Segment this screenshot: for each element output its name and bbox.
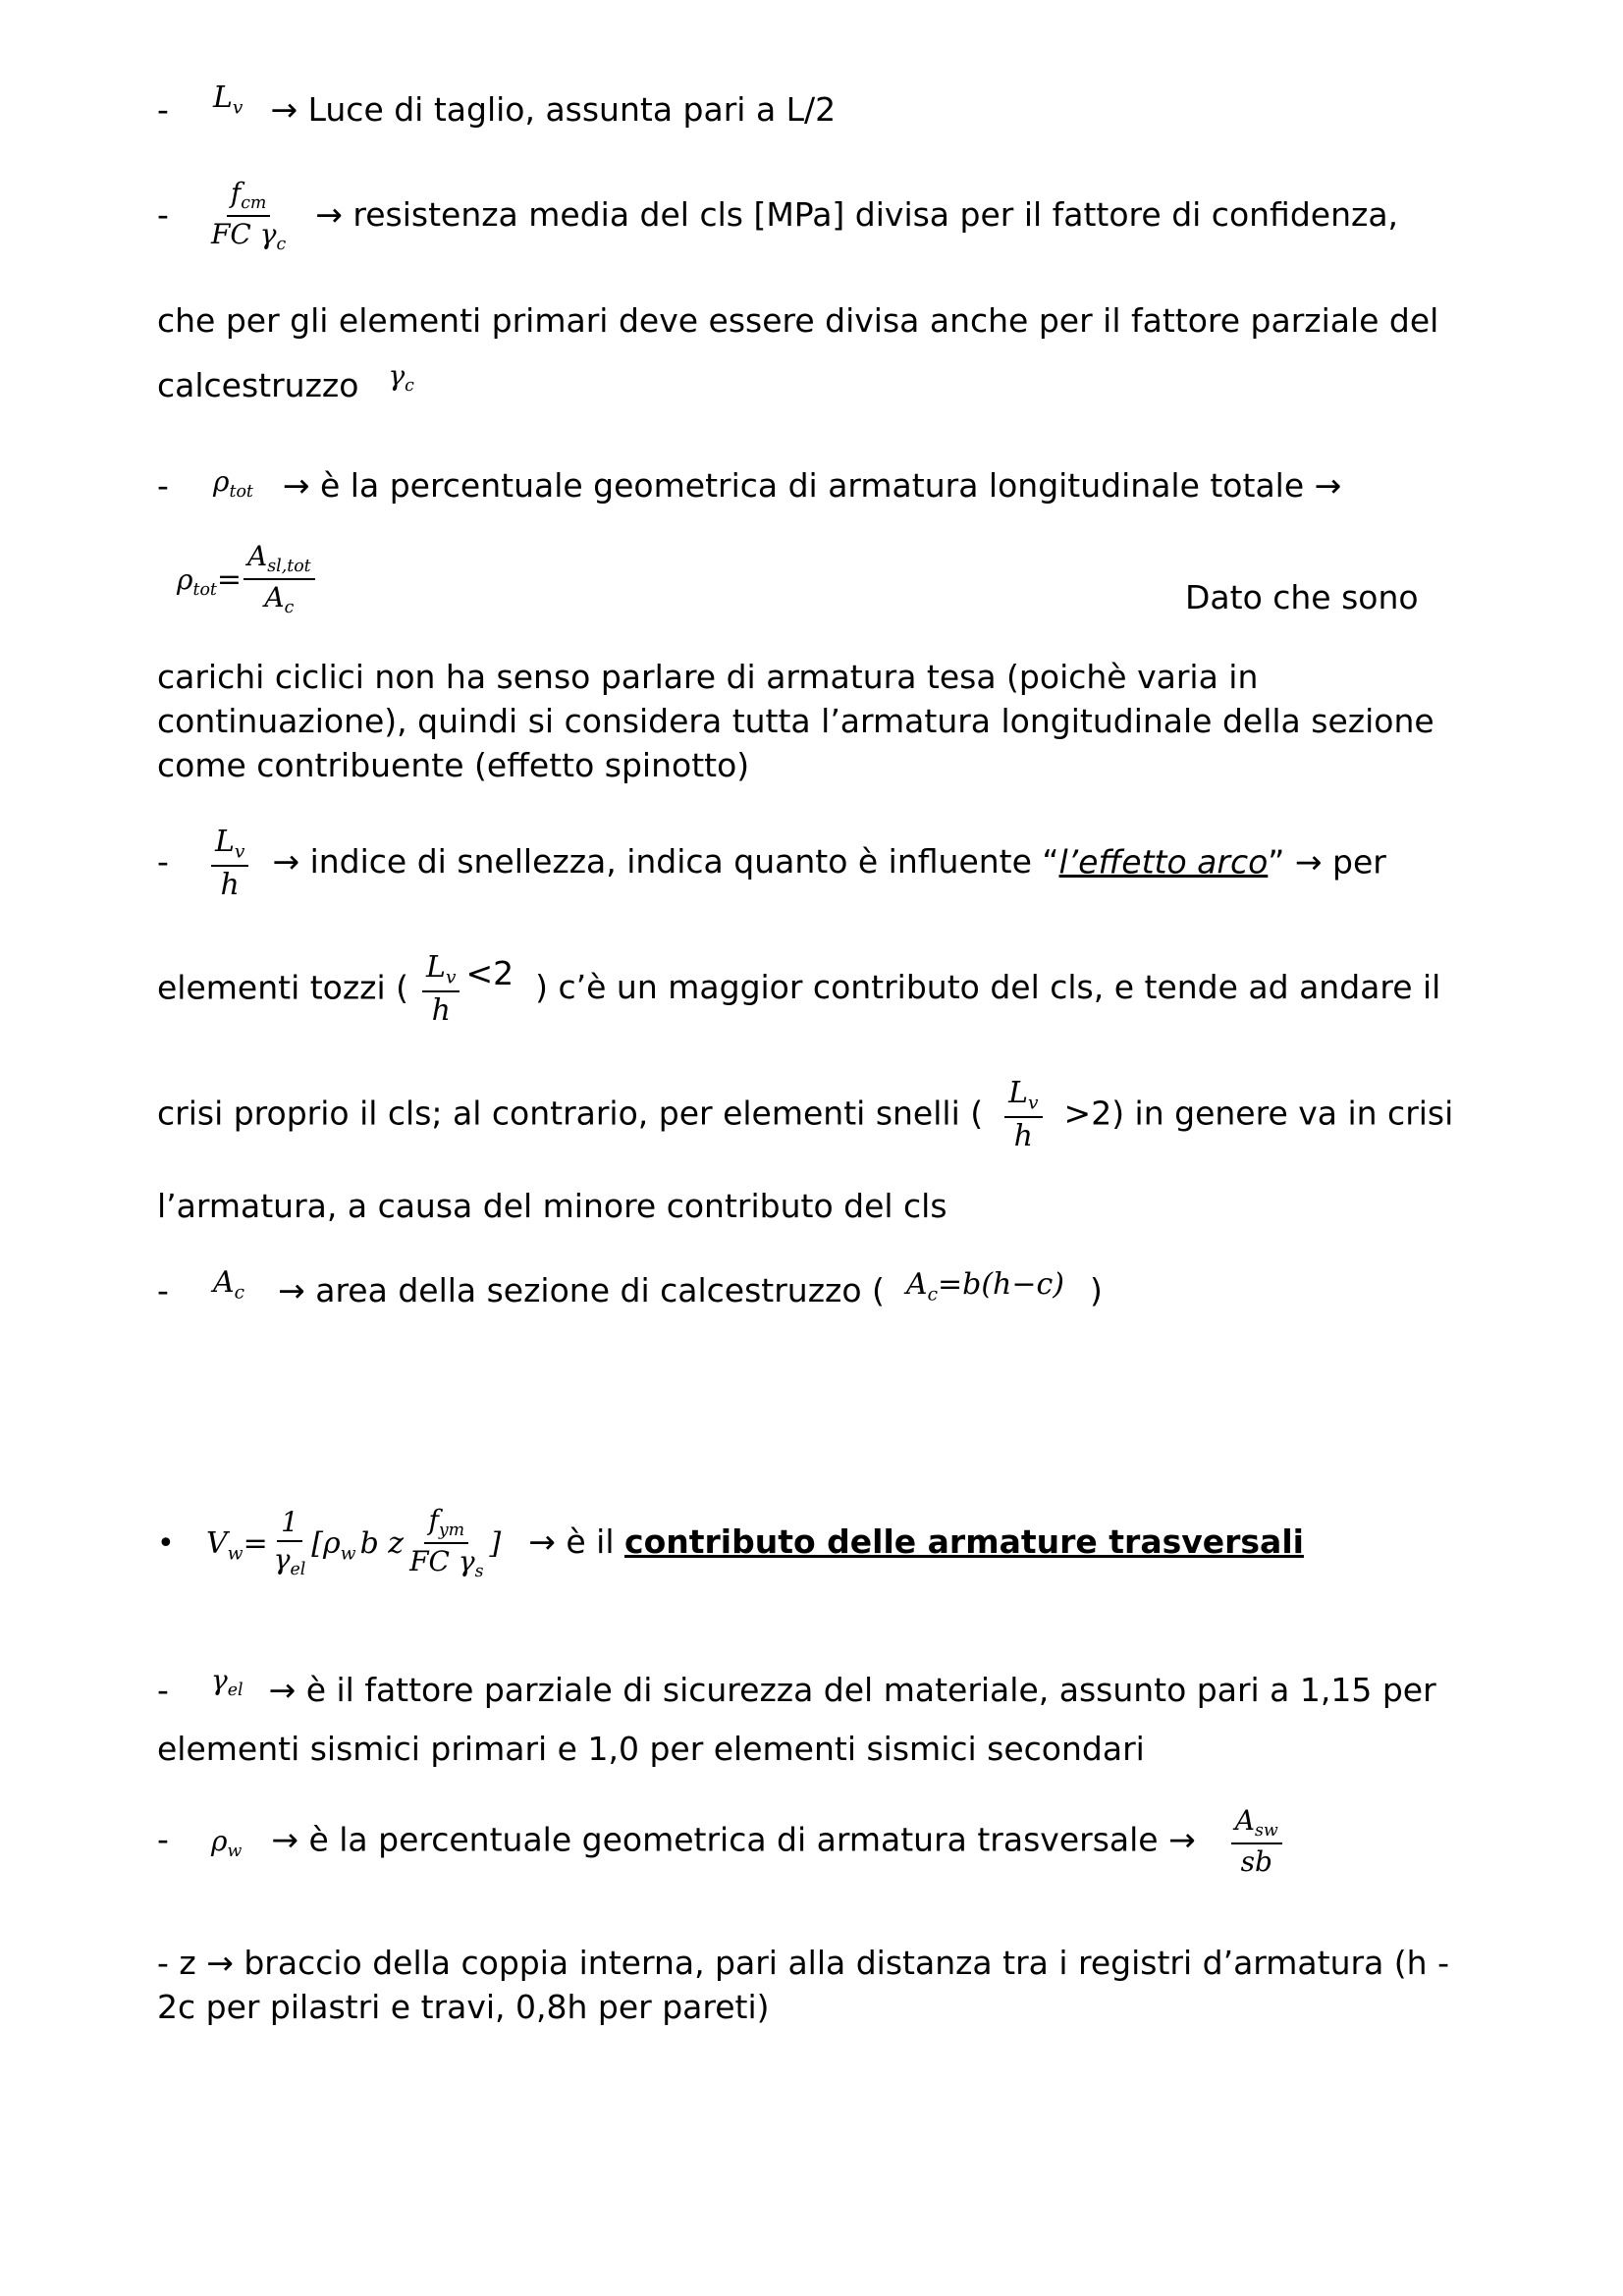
- paragraph-line: l’armatura, a causa del minore contributo del cls: [157, 1187, 947, 1225]
- item-rho-w: - $\rho_w$ → è la percentuale geometrica di armatura trasversale → $\frac{A_{sw}}{sb}$: [157, 1806, 1288, 1877]
- paragraph-line: continuazione), quindi si considera tutta l’armatura longitudinale della sezione: [157, 702, 1434, 740]
- paragraph-line: calcestruzzo $^{\gamma_c}$: [157, 359, 414, 404]
- paragraph-line: elementi tozzi ( $\frac{L_v}{h}$ <2 ) c’è un maggior contributo del cls, e tende ad andare il: [157, 950, 1441, 1029]
- paragraph-line: che per gli elementi primari deve essere divisa anche per il fattore parziale del: [157, 301, 1439, 340]
- symbol-rho-w: $\rho_w$: [211, 1825, 243, 1862]
- paragraph-line: Dato che sono: [1185, 578, 1419, 616]
- fraction-1-gamma-el: $\frac{1}{\gamma_{el}}$: [273, 1506, 306, 1579]
- fraction-asw-sb: $\frac{A_{sw}}{sb}$: [1231, 1806, 1282, 1877]
- paragraph-line: elementi sismici primari e 1,0 per elementi sismici secondari: [157, 1730, 1145, 1768]
- bullet-icon: •: [157, 1525, 175, 1561]
- fraction-fym-fc-gamma: $\frac{f_{ym}}{FC \gamma_s}$: [409, 1504, 484, 1582]
- list-dash: -: [157, 90, 169, 129]
- item-rho-tot: - $\rho_{tot}$ → è la percentuale geometrica di armatura longitudinale totale →: [157, 465, 1342, 505]
- item-gamma-el: - $^{\gamma_{el}}$ → è il fattore parziale di sicurezza del materiale, assunto pari a 1,15 per: [157, 1664, 1436, 1709]
- symbol-gamma-c: γc: [388, 359, 414, 397]
- symbol-ac: $A_c$: [213, 1265, 245, 1304]
- fraction-asl-ac: $\frac{A_{sl,tot}}{A_c}$: [243, 542, 315, 617]
- paragraph-line: crisi proprio il cls; al contrario, per elementi snelli ( $\frac{L_v}{h}$ >2) in genere va in crisi: [157, 1076, 1454, 1154]
- formula-ac: $A_c=b(h-c)$: [905, 1267, 1065, 1306]
- item-concrete-strength: - $\frac{f_{cm}}{FC \gamma_c}$ → resistenza media del cls [MPa] divisa per il fattore di confidenza,: [157, 177, 1399, 255]
- symbol-lv: $L_v$: [213, 80, 243, 119]
- item-slenderness: - $\frac{L_v}{h}$ → indice di snellezza, indica quanto è influente “l’effetto arco” → per: [157, 825, 1386, 903]
- paragraph-line: 2c per pilastri e travi, 0,8h per pareti): [157, 1988, 770, 2026]
- effetto-arco-emphasis: l’effetto arco: [1058, 842, 1269, 881]
- fraction-lv-h: $\frac{L_v}{h}$: [422, 952, 460, 1027]
- fraction-lv-h: $\frac{L_v}{h}$: [211, 827, 248, 901]
- symbol-rho-tot: $\rho_{tot}$: [213, 465, 253, 503]
- item-shear-span: [157, 80, 837, 132]
- fraction-lv-h: $\frac{L_v}{h}$: [1004, 1078, 1042, 1152]
- item-vw-formula: • $V_w=$ $\frac{1}{\gamma_{el}}$ [$\rho_w$ b z $\frac{f_{ym}}{FC \gamma_s}$ ] → è il contributo delle armature trasversali: [157, 1504, 1304, 1582]
- symbol-gamma-el: γel: [211, 1664, 243, 1701]
- item-concrete-area: - $A_c$ → area della sezione di calcestruzzo ( $A_c=b(h-c)$ ): [157, 1265, 1103, 1309]
- item-text: → Luce di taglio, assunta pari a L/2: [270, 90, 837, 129]
- fraction-fcm-fc-gamma: $\frac{f_{cm}}{FC \gamma_c}$: [211, 177, 287, 255]
- heading-transverse-reinforcement: contributo delle armature trasversali: [624, 1522, 1304, 1561]
- paragraph-line: - z → braccio della coppia interna, pari alla distanza tra i registri d’armatura (h -: [157, 1944, 1449, 1982]
- formula-rho-tot: $\rho_{tot}=$ $\frac{A_{sl,tot}}{A_c}$: [177, 542, 321, 617]
- paragraph-line: come contribuente (effetto spinotto): [157, 746, 750, 784]
- paragraph-line: carichi ciclici non ha senso parlare di armatura tesa (poichè varia in: [157, 658, 1259, 696]
